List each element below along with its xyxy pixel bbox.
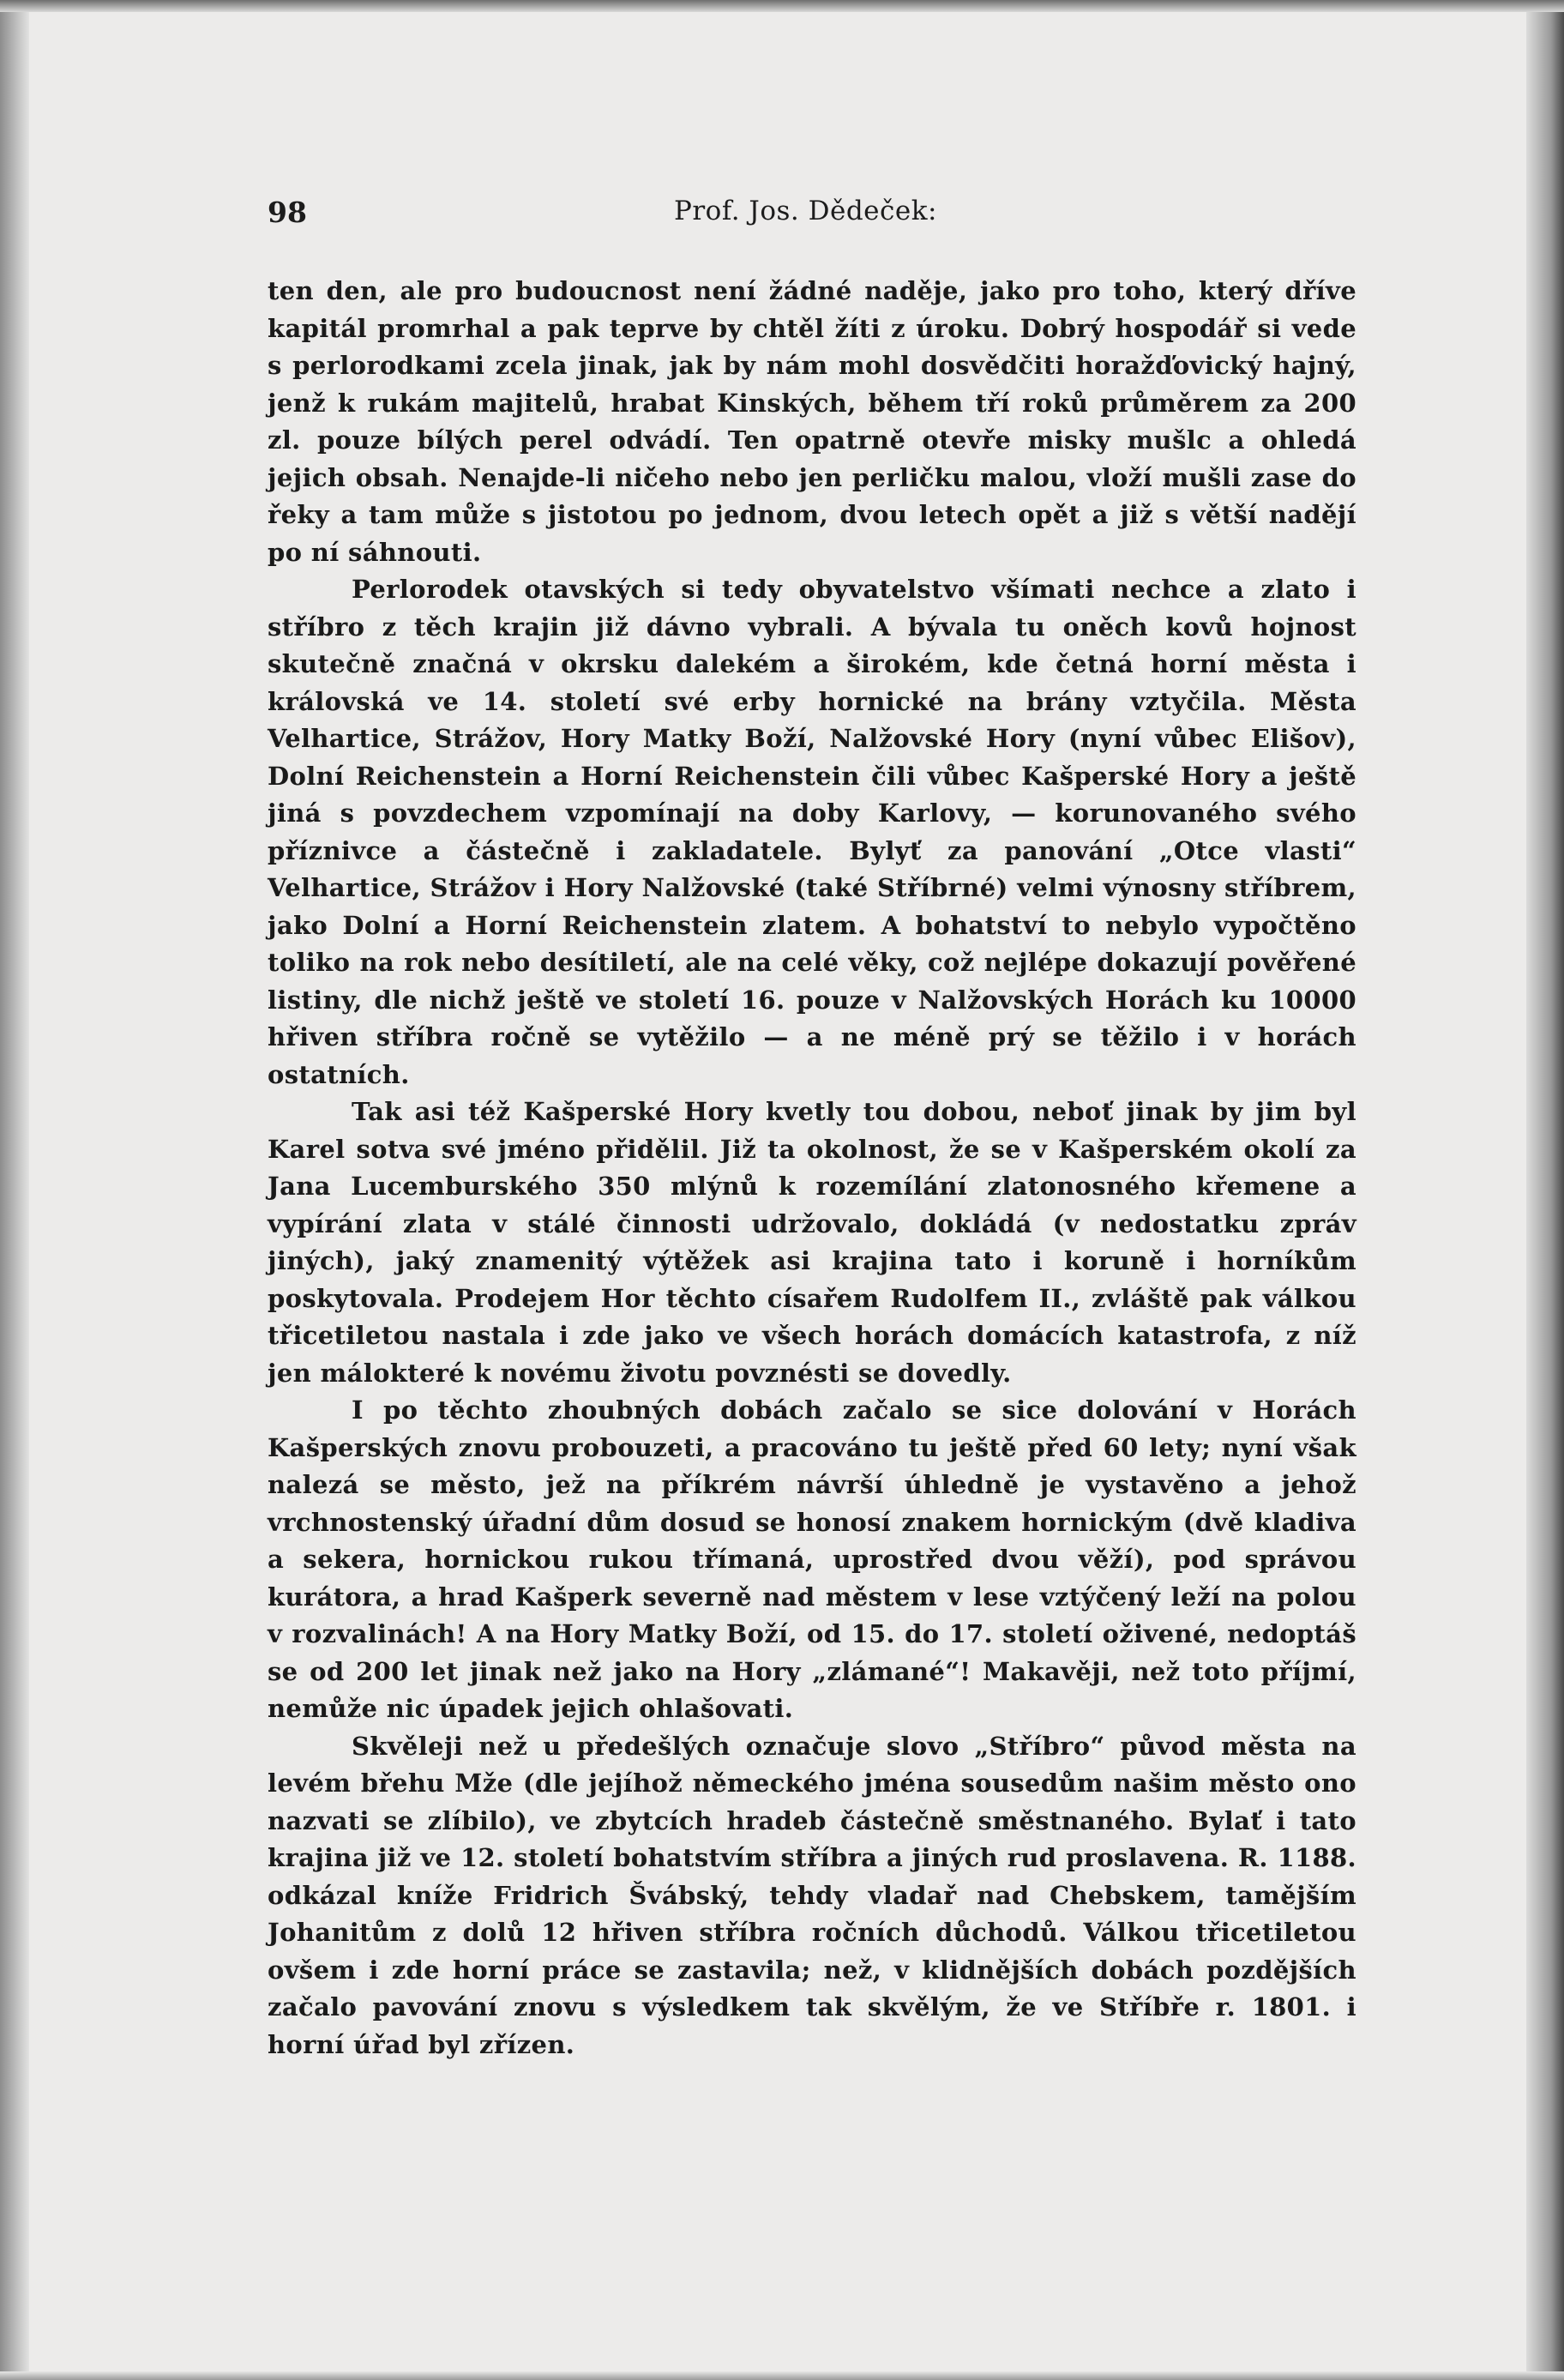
paragraph-2: Perlorodek otavských si tedy obyvatelstvo všímati nechce a zlato i stříbro z těch krajin již dávno vybrali. A bývala tu oněch kovů hojnost skutečně značná v okrsku dalekém a širokém, kde četná horní města i královská ve 14. století své erby hornické na brány vztyčila. Města Velhartice, Strážov, Hory Matky Boží, Nalžovské Hory (nyní vůbec Elišov), Dolní Reichenstein a Horní Reichenstein čili vůbec Kašperské Hory a ještě jiná s povzdechem vzpomínají na doby Karlovy, — korunovaného svého příznivce a částečně i zakladatele. Bylyť za panování „Otce vlasti“ Velhartice, Strážov i Hory Nalžovské (také Stříbrné) velmi výnosny stříbrem, jako Dolní a Horní Reichenstein zlatem. A bohatství to nebylo vypočtěno toliko na rok nebo desítiletí, ale na celé věky, což nejlépe dokazují pověřené listiny, dle nichž ještě ve století 16. pouze v Nalžovských Horách ku 10000 hřiven stříbra ročně se vytěžilo — a ne méně prý se těžilo i v horách ostatních. <box>268 575 1356 1089</box>
paragraph-4: I po těchto zhoubných dobách začalo se sice dolování v Horách Kašperských znovu probouzeti, a pracováno tu ještě před 60 lety; nyní však nalezá se město, jež na příkrém návrší úhledně je vystavěno a jehož vrchnostenský úřadní dům dosud se honosí znakem hornickým (dvě kladiva a sekera, hornickou rukou třímaná, uprostřed dvou věží), pod správou kurátora, a hrad Kašperk severně nad městem v lese vztýčený leží na polou v rozvalinách! A na Hory Matky Boží, od 15. do 17. století oživené, nedoptáš se od 200 let jinak než jako na Hory „zlámané“! Makavěji, než toto příjmí, nemůže nic úpadek jejich ohlašovati. <box>268 1395 1356 1723</box>
paragraph-3: Tak asi též Kašperské Hory kvetly tou dobou, neboť jinak by jim byl Karel sotva své jméno přidělil. Již ta okolnost, že se v Kašperském okolí za Jana Lucemburského 350 mlýnů k rozemílání zlatonosného křemene a vypírání zlata v stálé činnosti udržovalo, dokládá (v nedostatku zpráv jiných), jaký znamenitý výtěžek asi krajina tato i koruně i horníkům poskytovala. Prodejem Hor těchto císařem Rudolfem II., zvláště pak válkou třicetiletou nastala i zde jako ve všech horách domácích katastrofa, z níž jen málokteré k novému životu povznésti se dovedly. <box>268 1097 1356 1388</box>
page-header <box>268 196 1358 240</box>
page-left-shadow <box>0 0 29 2380</box>
paragraph-1: ten den, ale pro budoucnost není žádné naděje, jako pro toho, který dříve kapitál promrhal a pak teprve by chtěl žíti z úroku. Dobrý hospodář si vede s perlorodkami zcela jinak, jak by nám mohl dosvědčiti horažďovický hajný, jenž k rukám majitelů, hrabat Kinských, během tří roků průměrem za 200 zl. pouze bílých perel odvádí. Ten opatrně otevře misky mušlc a ohledá jejich obsah. Nenajde-li ničeho nebo jen perličku malou, vloží mušli zase do řeky a tam může s jistotou po jednom, dvou letech opět a již s větší nadějí po ní sáhnouti. <box>268 276 1356 567</box>
page-top-shadow <box>0 0 1564 12</box>
page-number: 98 <box>268 196 307 229</box>
body-text <box>268 273 1356 2064</box>
page-bottom-shadow <box>0 2371 1564 2380</box>
running-head: Prof. Jos. Dědeček: <box>674 196 937 226</box>
paragraph-5: Skvěleji než u předešlých označuje slovo „Stříbro“ původ města na levém břehu Mže (dle jejíhož německého jména sousedům našim město ono nazvati se zlíbilo), ve zbytcích hradeb částečně směstnaného. Bylať i tato krajina již ve 12. století bohatstvím stříbra a jiných rud proslavena. R. 1188. odkázal kníže Fridrich Švábský, tehdy vladař nad Chebskem, tamějším Johanitům z dolů 12 hřiven stříbra ročních důchodů. Válkou třicetiletou ovšem i zde horní práce se zastavila; než, v klidnějších dobách pozdějších začalo pavování znovu s výsledkem tak skvělým, že ve Stříbře r. 1801. i horní úřad byl zřízen. <box>268 1731 1356 2059</box>
page-right-shadow <box>1526 0 1564 2380</box>
